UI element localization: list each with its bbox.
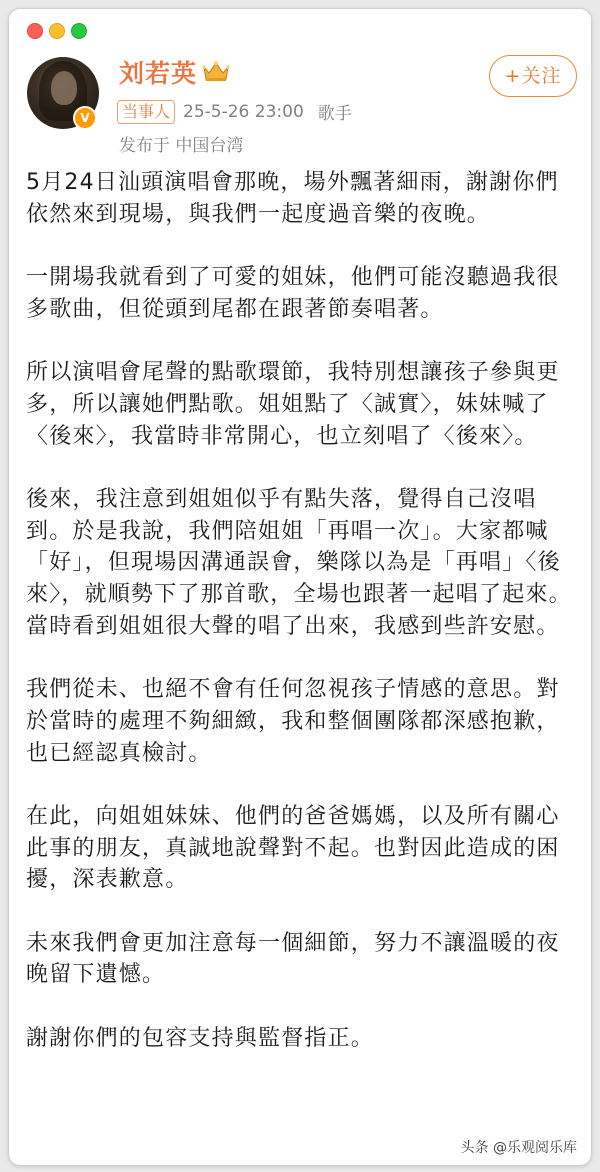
post-meta xyxy=(117,99,352,124)
post-header xyxy=(9,51,591,169)
crown-icon xyxy=(201,59,231,83)
post-paragraph: 未來我們會更加注意每一個細節，努力不讓溫暖的夜晚留下遺憾。 xyxy=(26,930,560,988)
post-paragraph: 後來，我注意到姐姐似乎有點失落，覺得自己沒唱到。於是我說，我們陪姐姐「再唱一次」。大家都喊「好」，但現場因溝通誤會，樂隊以為是「再唱」〈後來〉，就順勢下了那首歌，全場也跟著一起唱了起來。當時看到姐姐很大聲的唱了出來，我感到些許安慰。 xyxy=(26,486,572,639)
post-paragraph: 謝謝你們的包容支持與監督指正。 xyxy=(26,1025,375,1051)
app-window xyxy=(8,8,592,1166)
follow-button[interactable]: +关注 xyxy=(489,55,577,97)
status-badge: 当事人 xyxy=(117,100,175,124)
post-paragraph: 所以演唱會尾聲的點歌環節，我特別想讓孩子參與更多，所以讓她們點歌。姐姐點了〈誠實〉，妹妹喊了〈後來〉，我當時非常開心，也立刻唱了〈後來〉。 xyxy=(26,360,560,449)
post-body xyxy=(26,167,578,1086)
post-paragraph: 我們從未、也絕不會有任何忽視孩子情感的意思。對於當時的處理不夠細緻，我和整個團隊都深感抱歉，也已經認真檢討。 xyxy=(26,677,560,766)
post-paragraph: 一開場我就看到了可愛的姐妹，他們可能沒聽過我很多歌曲，但從頭到尾都在跟著節奏唱著。 xyxy=(26,265,560,322)
post-location: 发布于 中国台湾 xyxy=(119,136,244,156)
verified-badge-icon: V xyxy=(73,106,97,130)
post-timestamp: 25-5-26 23:00 xyxy=(183,101,304,122)
author-name[interactable]: 刘若英 xyxy=(119,59,198,88)
close-dot-icon[interactable] xyxy=(27,23,43,39)
title-bar xyxy=(9,9,591,51)
post-paragraph: 5月24日汕頭演唱會那晚，場外飄著細雨，謝謝你們依然來到現場，與我們一起度過音樂的夜晚。 xyxy=(26,170,559,227)
post-paragraph: 在此，向姐姐妹妹、他們的爸爸媽媽，以及所有關心此事的朋友，真誠地說聲對不起。也對因此造成的困擾，深表歉意。 xyxy=(26,803,560,893)
author-role: 歌手 xyxy=(317,104,352,124)
minimize-dot-icon[interactable] xyxy=(49,23,65,39)
maximize-dot-icon[interactable] xyxy=(71,23,87,39)
watermark: 头条 @乐观阅乐库 xyxy=(460,1140,577,1156)
